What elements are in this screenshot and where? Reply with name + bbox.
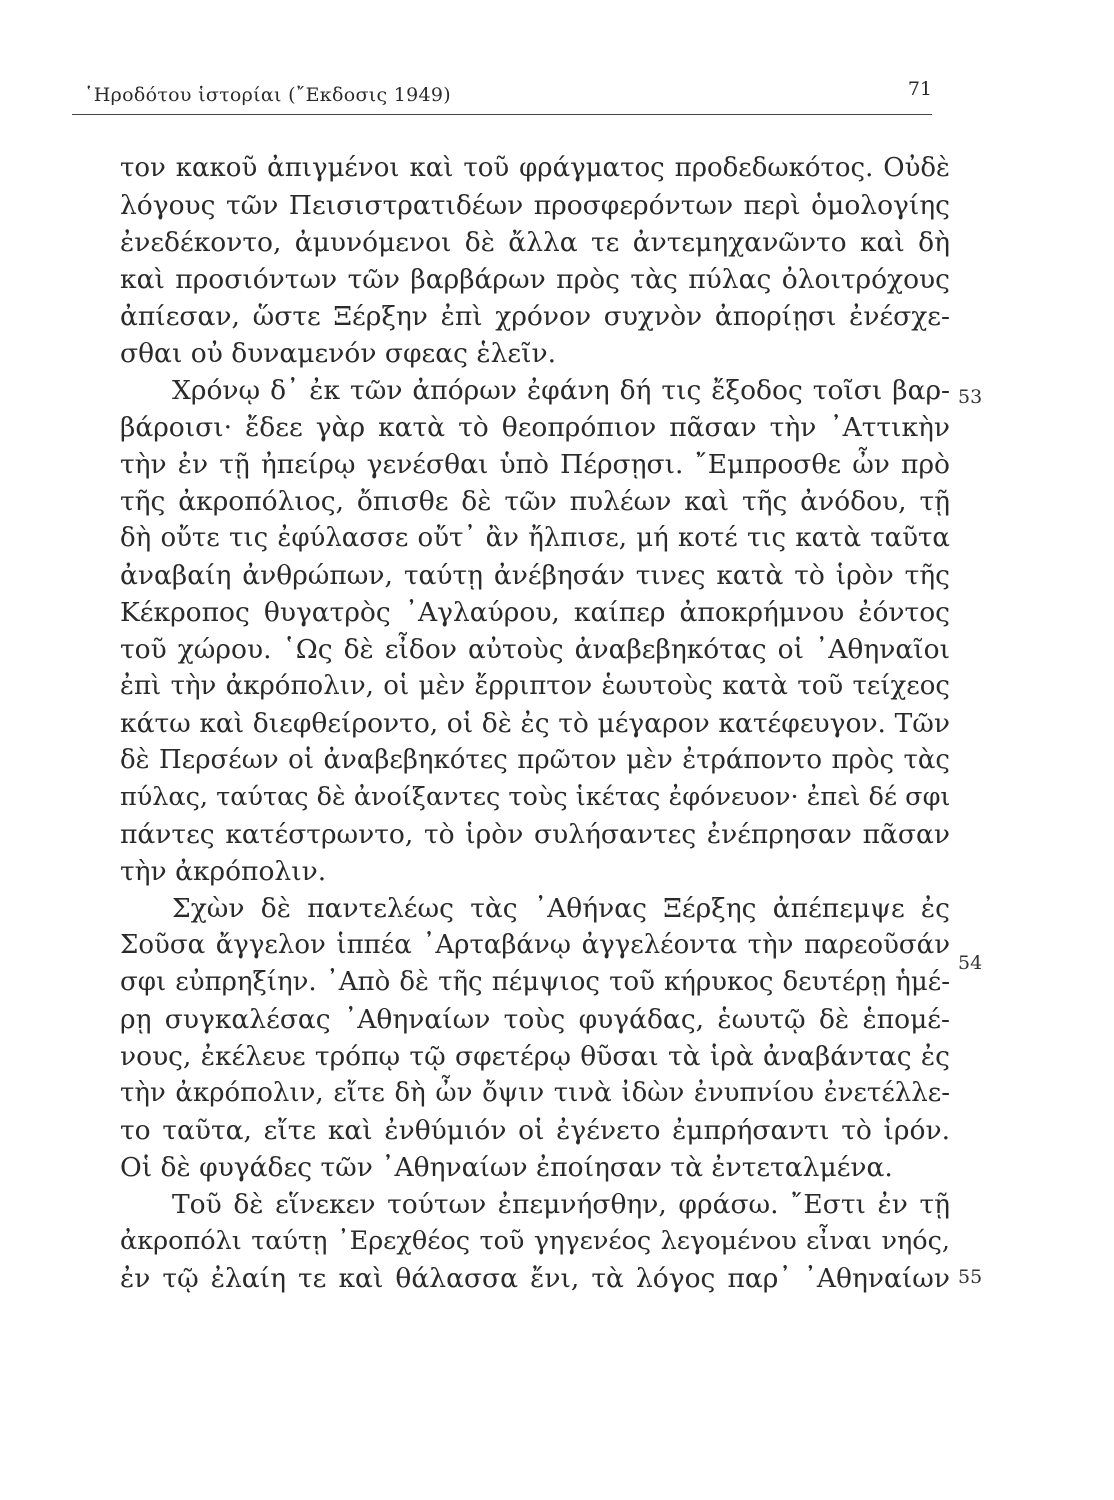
text-line: ἐνεδέκοντο, ἀμυνόμενοι δὲ ἄλλα τε ἀντεμηχανῶντο καὶ δὴ [120,227,950,258]
text-line: καὶ προσιόντων τῶν βαρβάρων πρὸς τὰς πύλας ὀλοιτρόχους [120,264,950,295]
page-number: 71 [907,78,932,100]
header-rule [72,114,932,115]
text-line: βάροισι· ἔδεε γὰρ κατὰ τὸ θεοπρόπιον πᾶσαν τὴν ᾽Αττικὴν [120,412,950,443]
text-line: Χρόνῳ δ᾽ ἐκ τῶν ἀπόρων ἐφάνη δή τις ἔξοδος τοῖσι βαρ- [172,375,950,406]
text-line: τὴν ἐν τῇ ἠπείρῳ γενέσθαι ὑπὸ Πέρσῃσι. ῎Εμπροσθε ὦν πρὸ [120,449,950,480]
text-line: πάντες κατέστρωντο, τὸ ἱρὸν συλήσαντες ἐνέπρησαν πᾶσαν [120,819,950,850]
text-line: τῆς ἀκροπόλιος, ὄπισθε δὲ τῶν πυλέων καὶ τῆς ἀνόδου, τῇ [120,486,950,517]
section-number-54: 54 [958,952,983,974]
section-number-53: 53 [958,386,983,408]
section-number-55: 55 [958,1266,983,1288]
text-line: πύλας, ταύτας δὲ ἀνοίξαντες τοὺς ἱκέτας ἐφόνευον· ἐπεὶ δέ σφι [120,782,951,812]
text-line: ἀκροπόλι ταύτῃ ᾽Ερεχθέος τοῦ γηγενέος λεγομένου εἶναι νηός, [120,1226,950,1256]
text-line: δὲ Περσέων οἱ ἀναβεβηκότες πρῶτον μὲν ἐτράποντο πρὸς τὰς [120,745,950,775]
running-title: ῾Ηροδότου ἱστορίαι (῎Εκδοσις 1949) [84,84,452,106]
body-text [120,150,950,1297]
text-line: ἀπίεσαν, ὥστε Ξέρξην ἐπὶ χρόνον συχνὸν ἀπορίῃσι ἐνέσχε- [120,301,950,332]
text-line: Οἱ δὲ φυγάδες τῶν ᾽Αθηναίων ἐποίησαν τὰ ἐντεταλμένα. [120,1152,893,1183]
page-header [72,78,932,114]
text-line: το ταῦτα, εἴτε καὶ ἐνθύμιόν οἱ ἐγένετο ἐμπρήσαντι τὸ ἱρόν. [120,1115,950,1146]
text-line: Τοῦ δὲ εἵνεκεν τούτων ἐπεμνήσθην, φράσω. ῎Εστι ἐν τῇ [172,1189,950,1220]
text-line: τοῦ χώρου. ῾Ως δὲ εἶδον αὐτοὺς ἀναβεβηκότας οἱ ᾽Αθηναῖοι [120,634,950,665]
text-line: Σχὼν δὲ παντελέως τὰς ᾽Αθήνας Ξέρξης ἀπέπεμψε ἐς [172,893,950,924]
text-line: τον κακοῦ ἀπιγμένοι καὶ τοῦ φράγματος προδεδωκότος. Οὐδὲ [120,153,950,183]
text-line: νους, ἐκέλευε τρόπῳ τῷ σφετέρῳ θῦσαι τὰ ἱρὰ ἀναβάντας ἐς [120,1041,950,1072]
text-line: λόγους τῶν Πεισιστρατιδέων προσφερόντων περὶ ὁμολογίης [120,190,950,221]
text-line: τὴν ἀκρόπολιν. [120,856,327,887]
text-line: δὴ οὔτε τις ἐφύλασσε οὔτ᾽ ἂν ἤλπισε, μή κοτέ τις κατὰ ταῦτα [120,523,950,553]
text-line: ἐν τῷ ἐλαίη τε καὶ θάλασσα ἔνι, τὰ λόγος παρ᾽ ᾽Αθηναίων [120,1263,950,1294]
text-line: ἐπὶ τὴν ἀκρόπολιν, οἱ μὲν ἔρριπτον ἑωυτοὺς κατὰ τοῦ τείχεος [120,671,950,701]
text-line: Κέκροπος θυγατρὸς ᾽Αγλαύρου, καίπερ ἀποκρήμνου ἐόντος [120,597,950,628]
text-line: κάτω καὶ διεφθείροντο, οἱ δὲ ἐς τὸ μέγαρον κατέφευγον. Τῶν [120,708,950,739]
text-line: ρῃ συγκαλέσας ᾽Αθηναίων τοὺς φυγάδας, ἑωυτῷ δὲ ἑπομέ- [120,1004,950,1035]
text-line: Σοῦσα ἄγγελον ἱππέα ᾽Αρταβάνῳ ἀγγελέοντα τὴν παρεοῦσάν [120,930,950,960]
text-line: ἀναβαίη ἀνθρώπων, ταύτῃ ἀνέβησάν τινες κατὰ τὸ ἱρὸν τῆς [120,560,950,591]
text-line: τὴν ἀκρόπολιν, εἴτε δὴ ὦν ὄψιν τινὰ ἰδὼν ἐνυπνίου ἐνετέλλε- [120,1078,950,1108]
text-line: σθαι οὐ δυναμενόν σφεας ἑλεῖν. [120,338,557,369]
text-line: σφι εὐπρηξίην. ᾽Απὸ δὲ τῆς πέμψιος τοῦ κήρυκος δευτέρῃ ἡμέ- [120,967,950,997]
